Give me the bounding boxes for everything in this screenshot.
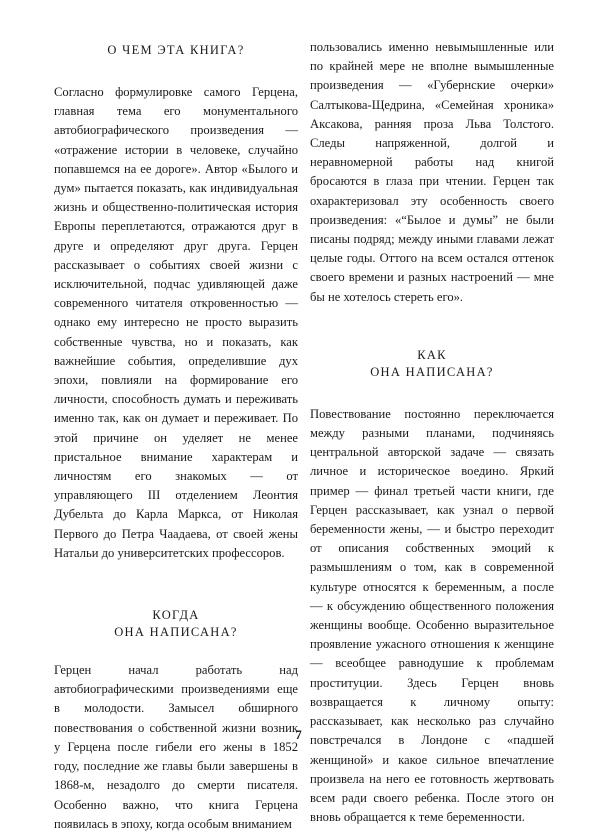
- section-heading-when-written-line2: ОНА НАПИСАНА?: [114, 625, 238, 640]
- section-heading-how-written-line1: КАК: [417, 347, 447, 362]
- left-column: [54, 42, 298, 834]
- section-heading-how-written-line2: ОНА НАПИСАНА?: [370, 364, 494, 379]
- page-number: 7: [295, 727, 302, 742]
- paragraph-when-written: Герцен начал работать над автобиографическими произведениями еще в молодости. Замысел обширного повествования о собственной жизни возник у Герцена после гибели его жены в 1852 году, последние же главы были завершены в 1868-м, незадолго до смерти писателя. Особенно важно, что книга Герцена появилась в эпоху, когда особым вниманием: [54, 663, 298, 831]
- paragraph-what-is-book: Согласно формулировке самого Герцена, главная тема его монументального автобиографического произведения — «отражение истории в человеке, случайно попавшемся на ее дороге». Автор «Былого и дум» пытается показать, как индивидуальная жизнь и общественно-политическая история Европы переплетаются, отражаются друг в друге и определяют друг друга. Герцен рассказывает о событиях своей жизни с исключительной, подчас удивляющей даже современного читателя откровенностью — однако ему интересно не просто выразить собственные чувства, но и показать, как важнейшие события, определившие дух эпохи, повлияли на формирование его личности, способность думать и переживать именно так, как он думает и переживает. По этой причине он уделяет не менее пристальное внимание характерам и личностям его знакомых — от управляющего III отделением Леонтия Дубельта до Карла Маркса, от Николая Первого до Петра Чаадаева, от своей жены Натальи до университетских профессоров.: [54, 85, 298, 560]
- paragraph-how-written: Повествование постоянно переключается между разными планами, подчиняясь центральной авторской задаче — связать личное и историческое воедино. Яркий пример — финал третьей части книги, где Герцен рассказывает, как узнал о первой беременности жены, — и быстро переходит от описания собственных эмоций к размышлениям о том, как в современной культуре относятся к беременным, а после — к обсуждению общественного положения женщины вообще. Особенно выразительное проявление ужасного отношения к женщине — всеобщее равнодушие к проблемам проституции. Здесь Герцен вновь возвращается к личному опыту: рассказывает, как несколько раз случайно повстречался в Лондоне с «падшей женщиной» и какое сильное впечатление произвела на него ее готовность жертвовать всем ради своего ребенка. После этого он вновь обращается к теме беременности.: [310, 406, 554, 825]
- section-heading-what-is-book: О ЧЕМ ЭТА КНИГА?: [107, 43, 245, 57]
- right-column: [310, 42, 554, 827]
- paragraph-when-written-continued: пользовались именно невымышленные или по крайней мере не вполне вымышленные произведения — «Губернские очерки» Салтыкова-Щедрина, «Семейная хроника» Аксакова, ранняя проза Льва Толстого. Следы напряженной, долгой и неравномерной работы над книгой бросаются в глаза при чтении. Герцен так охарактеризовал эту особенность своего произведения: «“Былое и думы” не были писаны подряд; между иными главами лежат целые годы. Оттого на всем остался оттенок своего времени и разных настроений — мне бы не хотелось стереть его».: [310, 40, 554, 304]
- section-heading-when-written-line1: КОГДА: [152, 608, 200, 623]
